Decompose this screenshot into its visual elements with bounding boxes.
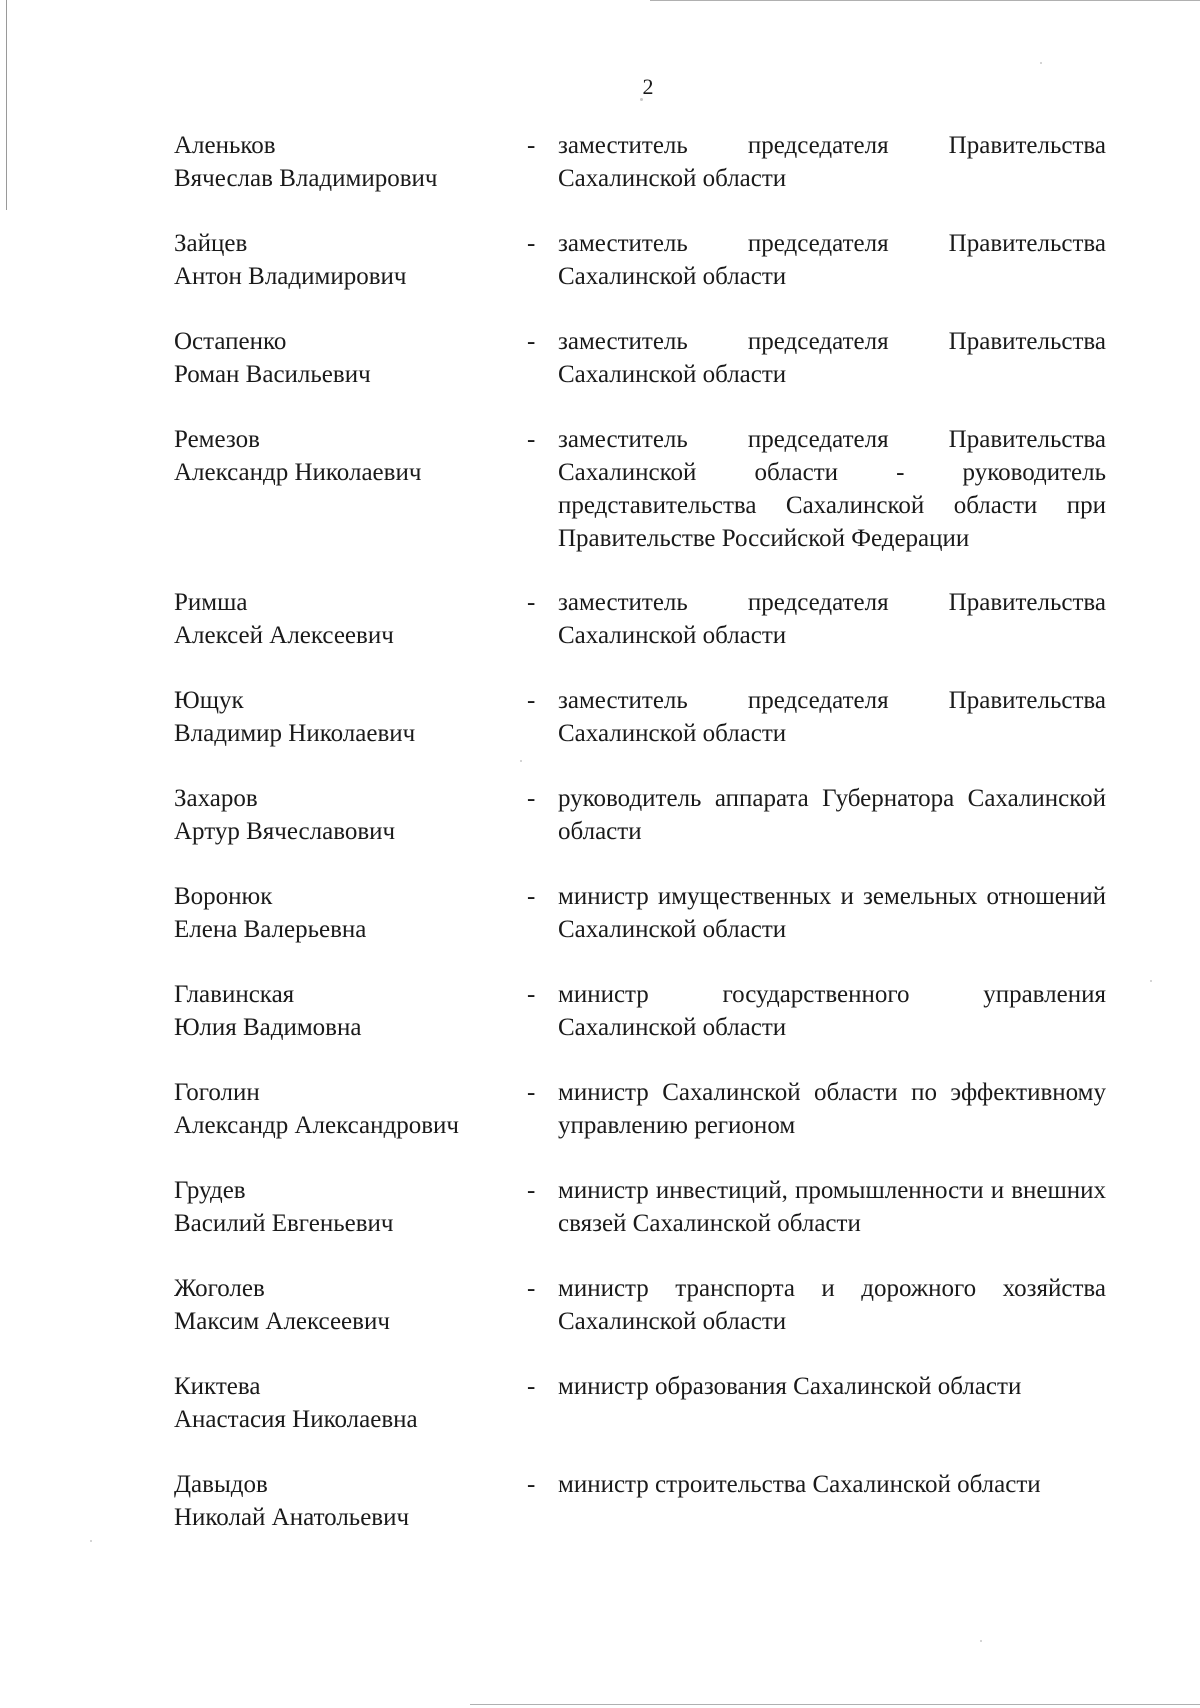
official-name bbox=[174, 782, 514, 848]
given-names: Елена Валерьевна bbox=[174, 916, 367, 943]
list-item bbox=[174, 978, 1106, 1076]
given-names: Александр Николаевич bbox=[174, 459, 422, 486]
officials-list bbox=[174, 129, 1106, 1566]
dash-separator: - bbox=[527, 883, 536, 910]
official-name bbox=[174, 1174, 514, 1240]
scan-speck bbox=[980, 1640, 982, 1642]
dash-separator: - bbox=[527, 1373, 536, 1400]
official-name bbox=[174, 1370, 514, 1436]
dash-separator: - bbox=[527, 230, 536, 257]
list-item bbox=[174, 1174, 1106, 1272]
list-item bbox=[174, 325, 1106, 423]
dash-separator: - bbox=[527, 981, 536, 1008]
official-position: министр образования Сахалинской области bbox=[558, 1373, 1022, 1400]
given-names: Владимир Николаевич bbox=[174, 720, 416, 747]
given-names: Артур Вячеславович bbox=[174, 818, 396, 845]
list-item bbox=[174, 423, 1106, 586]
scan-edge-left bbox=[6, 0, 7, 210]
official-position: заместитель председателя Правительства Сахалинской области bbox=[558, 230, 1106, 290]
list-item bbox=[174, 1468, 1106, 1566]
list-item bbox=[174, 129, 1106, 227]
official-name bbox=[174, 1076, 514, 1142]
dash-separator: - bbox=[527, 1177, 536, 1204]
official-name bbox=[174, 423, 514, 489]
official-name bbox=[174, 227, 514, 293]
surname: Зайцев bbox=[174, 230, 248, 257]
list-item bbox=[174, 586, 1106, 684]
official-position: заместитель председателя Правительства Сахалинской области bbox=[558, 132, 1106, 192]
surname: Воронюк bbox=[174, 883, 273, 910]
surname: Давыдов bbox=[174, 1471, 268, 1498]
dash-separator: - bbox=[527, 1079, 536, 1106]
scan-speck bbox=[1040, 62, 1042, 64]
official-position: министр инвестиций, промышленности и внешних связей Сахалинской области bbox=[558, 1177, 1106, 1237]
dash-separator: - bbox=[527, 132, 536, 159]
official-name bbox=[174, 129, 514, 195]
surname: Гоголин bbox=[174, 1079, 260, 1106]
scan-edge-top bbox=[650, 0, 1200, 1]
official-name bbox=[174, 684, 514, 750]
official-position: министр государственного управления Сахалинской области bbox=[558, 981, 1106, 1041]
surname: Главинская bbox=[174, 981, 295, 1008]
official-name bbox=[174, 325, 514, 391]
scan-speck bbox=[640, 98, 643, 101]
scan-speck bbox=[520, 760, 522, 762]
given-names: Роман Васильевич bbox=[174, 361, 371, 388]
official-position: руководитель аппарата Губернатора Сахалинской области bbox=[558, 785, 1106, 845]
given-names: Антон Владимирович bbox=[174, 263, 407, 290]
dash-separator: - bbox=[527, 589, 536, 616]
dash-separator: - bbox=[527, 687, 536, 714]
official-position: министр транспорта и дорожного хозяйства Сахалинской области bbox=[558, 1275, 1106, 1335]
surname: Грудев bbox=[174, 1177, 246, 1204]
list-item bbox=[174, 1076, 1106, 1174]
dash-separator: - bbox=[527, 1275, 536, 1302]
official-position: министр имущественных и земельных отношений Сахалинской области bbox=[558, 883, 1106, 943]
dash-separator: - bbox=[527, 1471, 536, 1498]
list-item bbox=[174, 684, 1106, 782]
surname: Киктева bbox=[174, 1373, 261, 1400]
surname: Остапенко bbox=[174, 328, 287, 355]
dash-separator: - bbox=[527, 328, 536, 355]
scan-speck bbox=[90, 1540, 92, 1542]
given-names: Александр Александрович bbox=[174, 1112, 459, 1139]
surname: Захаров bbox=[174, 785, 258, 812]
official-position: заместитель председателя Правительства Сахалинской области bbox=[558, 328, 1106, 388]
official-position: министр строительства Сахалинской области bbox=[558, 1471, 1041, 1498]
official-name bbox=[174, 1272, 514, 1338]
given-names: Анастасия Николаевна bbox=[174, 1406, 418, 1433]
official-name bbox=[174, 1468, 514, 1534]
given-names: Вячеслав Владимирович bbox=[174, 165, 438, 192]
scan-speck bbox=[1150, 980, 1152, 982]
given-names: Василий Евгеньевич bbox=[174, 1210, 394, 1237]
official-name bbox=[174, 586, 514, 652]
official-position: заместитель председателя Правительства Сахалинской области bbox=[558, 589, 1106, 649]
list-item bbox=[174, 1370, 1106, 1468]
scan-edge-bottom bbox=[470, 1704, 1200, 1705]
official-position: заместитель председателя Правительства Сахалинской области - руководитель представительства Сахалинской области при Правительстве Российской Федерации bbox=[558, 426, 1106, 552]
surname: Жоголев bbox=[174, 1275, 265, 1302]
surname: Аленьков bbox=[174, 132, 276, 159]
list-item bbox=[174, 880, 1106, 978]
surname: Ющук bbox=[174, 687, 244, 714]
list-item bbox=[174, 227, 1106, 325]
surname: Римша bbox=[174, 589, 248, 616]
given-names: Юлия Вадимовна bbox=[174, 1014, 362, 1041]
list-item bbox=[174, 1272, 1106, 1370]
official-position: министр Сахалинской области по эффективному управлению регионом bbox=[558, 1079, 1106, 1139]
given-names: Николай Анатольевич bbox=[174, 1504, 410, 1531]
page-number: 2 bbox=[642, 74, 654, 99]
given-names: Максим Алексеевич bbox=[174, 1308, 390, 1335]
given-names: Алексей Алексеевич bbox=[174, 622, 394, 649]
official-name bbox=[174, 880, 514, 946]
dash-separator: - bbox=[527, 785, 536, 812]
official-position: заместитель председателя Правительства Сахалинской области bbox=[558, 687, 1106, 747]
list-item bbox=[174, 782, 1106, 880]
dash-separator: - bbox=[527, 426, 536, 453]
surname: Ремезов bbox=[174, 426, 260, 453]
official-name bbox=[174, 978, 514, 1044]
